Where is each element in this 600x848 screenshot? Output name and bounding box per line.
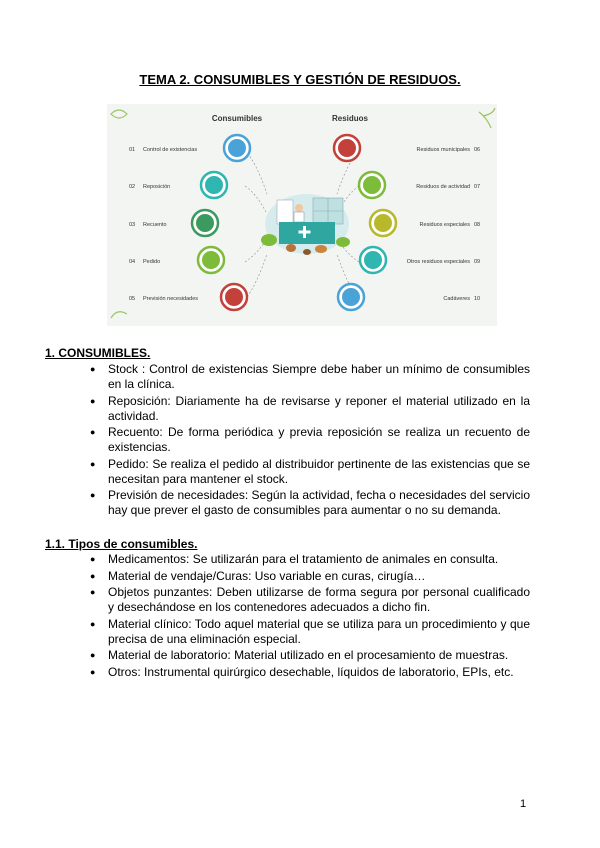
special-waste-icon	[374, 214, 392, 232]
svg-text:Residuos especiales: Residuos especiales	[419, 222, 470, 228]
svg-text:Pedido: Pedido	[143, 259, 161, 265]
svg-text:Previsión necesidades: Previsión necesidades	[143, 296, 199, 302]
list-item: ● Pedido: Se realiza el pedido al distribuidor pertinente de las existencias que se necesitan para mantener el stock.	[90, 457, 530, 487]
svg-text:Residuos de actividad: Residuos de actividad	[416, 184, 470, 190]
svg-text:10: 10	[474, 296, 481, 302]
svg-text:05: 05	[129, 296, 136, 302]
consumibles-list	[90, 362, 530, 520]
svg-text:Recuento: Recuento	[143, 222, 167, 228]
svg-text:03: 03	[129, 222, 136, 228]
other-special-waste-icon	[364, 251, 382, 269]
clipboard-icon	[202, 251, 220, 269]
list-item: ● Objetos punzantes: Deben utilizarse de forma segura por personal cualificado y desechándose en los contenedores adecuados a dicho fin.	[90, 585, 530, 615]
list-item: ● Stock : Control de existencias Siempre debe haber un mínimo de consumibles en la clínica.	[90, 362, 530, 392]
box-icon	[205, 176, 223, 194]
forecast-icon	[225, 288, 243, 306]
list-item: ● Material de laboratorio: Material utilizado en el procesamiento de muestras.	[90, 648, 530, 663]
svg-text:08: 08	[474, 222, 481, 228]
svg-text:02: 02	[129, 184, 136, 190]
list-item: ● Previsión de necesidades: Según la actividad, fecha o necesidades del servicio hay que prever el gasto de consumibles para aumentar o no su demanda.	[90, 488, 530, 518]
svg-text:09: 09	[474, 259, 481, 265]
svg-text:07: 07	[474, 184, 481, 190]
section-tipos-consumibles-heading: 1.1. Tipos de consumibles.	[45, 537, 198, 551]
svg-text:Reposición: Reposición	[143, 184, 171, 190]
list-item: ● Material clínico: Todo aquel material que se utiliza para un procedimiento y que precisa de una eliminación especial.	[90, 617, 530, 647]
activity-waste-icon	[363, 176, 381, 194]
municipal-waste-icon	[338, 139, 356, 157]
svg-text:Residuos municipales: Residuos municipales	[416, 147, 470, 153]
tipos-consumibles-list	[90, 552, 530, 681]
list-item: ● Material de vendaje/Curas: Uso variable en curas, cirugía…	[90, 569, 530, 584]
svg-text:06: 06	[474, 147, 481, 153]
svg-text:04: 04	[129, 259, 136, 265]
list-item: ● Recuento: De forma periódica y previa reposición se realiza un recuento de existencias.	[90, 425, 530, 455]
document-title: TEMA 2. CONSUMIBLES Y GESTIÓN DE RESIDUOS.	[139, 72, 461, 87]
list-item: ● Reposición: Diariamente ha de revisarse y reponer el material utilizado en la actividad.	[90, 394, 530, 424]
consumibles-residuos-infographic	[107, 104, 497, 326]
list-item: ● Otros: Instrumental quirúrgico desechable, líquidos de laboratorio, EPIs, etc.	[90, 665, 530, 680]
svg-text:Otros residuos especiales: Otros residuos especiales	[406, 259, 470, 265]
svg-text:Control de existencias: Control de existencias	[143, 147, 198, 153]
residuos-header: Residuos	[331, 114, 369, 123]
svg-text:01: 01	[129, 147, 136, 153]
consumibles-header: Consumibles	[211, 114, 263, 123]
checklist-icon	[228, 139, 246, 157]
section-consumibles-heading: 1. CONSUMIBLES.	[45, 346, 151, 360]
svg-text:Cadáveres: Cadáveres	[443, 296, 470, 302]
list-item: ● Medicamentos: Se utilizarán para el tratamiento de animales en consulta.	[90, 552, 530, 567]
calculator-icon	[196, 214, 214, 232]
carcass-icon	[342, 288, 360, 306]
page-number: 1	[520, 798, 527, 810]
